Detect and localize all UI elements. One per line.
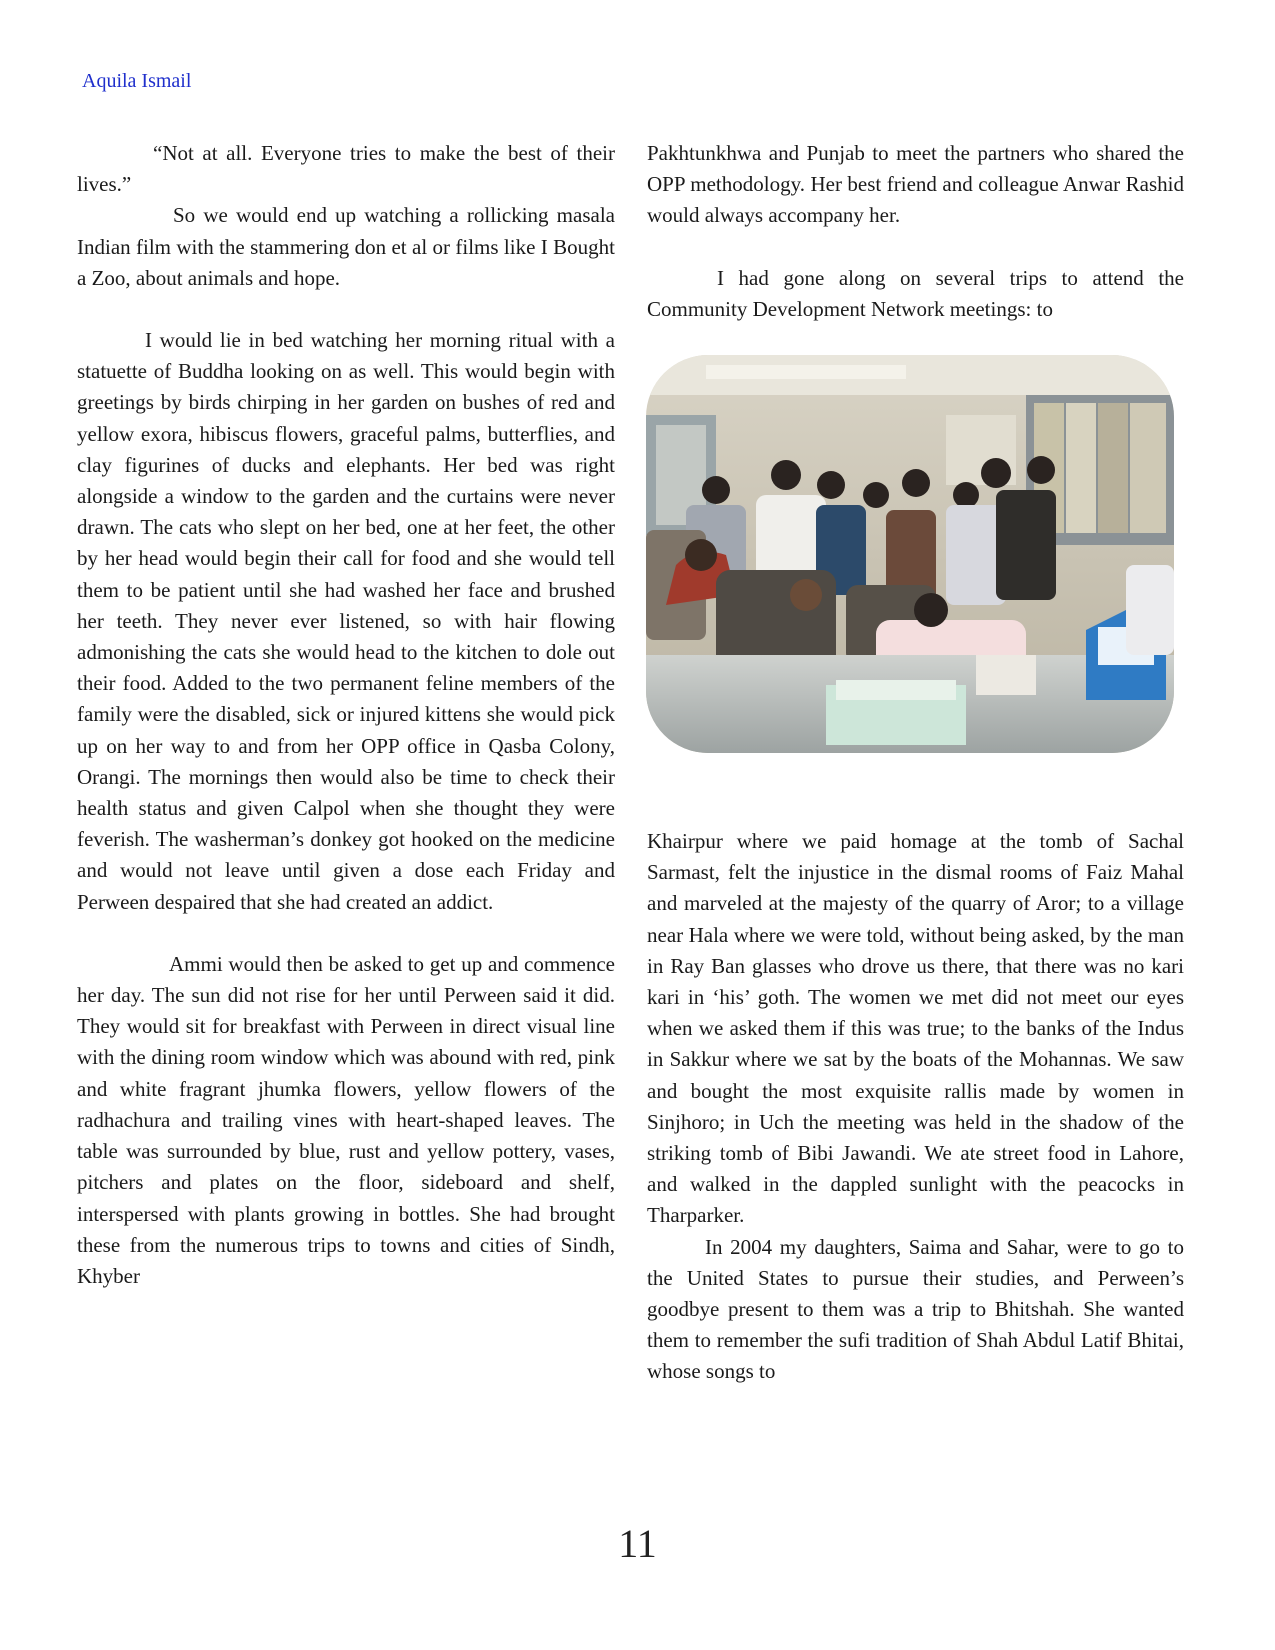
right-column-top	[647, 138, 1184, 325]
paragraph: I would lie in bed watching her morning ritual with a statuette of Buddha looking on as well. This would begin with greetings by birds chirping in her garden on bushes of red and yellow exora, hibiscus flowers, graceful palms, butterflies, and clay figurines of ducks and elephants. Her bed was right alongside a window to the garden and the curtains were never drawn. The cats who slept on her bed, one at her feet, the other by her head would begin their call for food and she would tell them to be patient until she had washed her face and brushed her teeth. They never ever listened, so with hair flowing admonishing the cats she would head to the kitchen to dole out their food. Added to the two permanent feline members of the family were the disabled, sick or injured kittens she would pick up on her way to and from her OPP office in Qasba Colony, Orangi. The mornings then would also be time to check their health status and given Calpol when she thought they were feverish. The washerman’s donkey got hooked on the medicine and would not leave until given a dose each Friday and Perween despaired that she had created an addict.	[77, 328, 615, 914]
paragraph: I had gone along on several trips to attend the Community Development Network meetings: to	[647, 265, 1184, 321]
page-number: 11	[618, 1521, 657, 1566]
paragraph: Ammi would then be asked to get up and commence her day. The sun did not rise for her until Perween said it did. They would sit for breakfast with Perween in direct visual line with the dining room window which was abound with red, pink and white fragrant jhumka flowers, yellow flowers of the radhachura and trailing vines with heart-shaped leaves. The table was surrounded by blue, rust and yellow pottery, vases, pitchers and plates on the floor, sideboard and shelf, interspersed with plants growing in bottles. She had brought these from the numerous trips to towns and cities of Sindh, Khyber	[77, 951, 615, 1288]
paragraph: In 2004 my daughters, Saima and Sahar, were to go to the United States to pursue their studies, and Perween’s goodbye present to them was a trip to Bhitshah. She wanted them to remember the sufi tradition of Shah Abdul Latif Bhitai, whose songs to	[647, 1234, 1184, 1384]
paragraph: “Not at all. Everyone tries to make the best of their lives.”	[77, 141, 615, 197]
right-column-bottom	[647, 826, 1184, 1388]
meeting-photo	[646, 355, 1174, 753]
paragraph: Khairpur where we paid homage at the tomb of Sachal Sarmast, felt the injustice in the dismal rooms of Faiz Mahal and marveled at the majesty of the quarry of Aror; to a village near Hala where we were told, without being asked, by the man in Ray Ban glasses who drove us there, that there was no kari kari in ‘his’ goth. The women we met did not meet our eyes when we asked them if this was true; to the banks of the Indus in Sakkur where we sat by the boats of the Mohannas. We saw and bought the most exquisite rallis made by women in Sinjhoro; in Uch the meeting was held in the shadow of the striking tomb of Bibi Jawandi. We ate street food in Lahore, and walked in the dappled sunlight with the peacocks in Tharparker.	[647, 829, 1184, 1228]
paragraph: Pakhtunkhwa and Punjab to meet the partners who shared the OPP methodology. Her best friend and colleague Anwar Rashid would always accompany her.	[647, 141, 1184, 228]
paragraph: So we would end up watching a rollicking masala Indian film with the stammering don et al or films like I Bought a Zoo, about animals and hope.	[77, 203, 615, 290]
left-column	[77, 138, 615, 1292]
header-author: Aquila Ismail	[82, 70, 192, 92]
photo-illustration	[646, 355, 1174, 753]
